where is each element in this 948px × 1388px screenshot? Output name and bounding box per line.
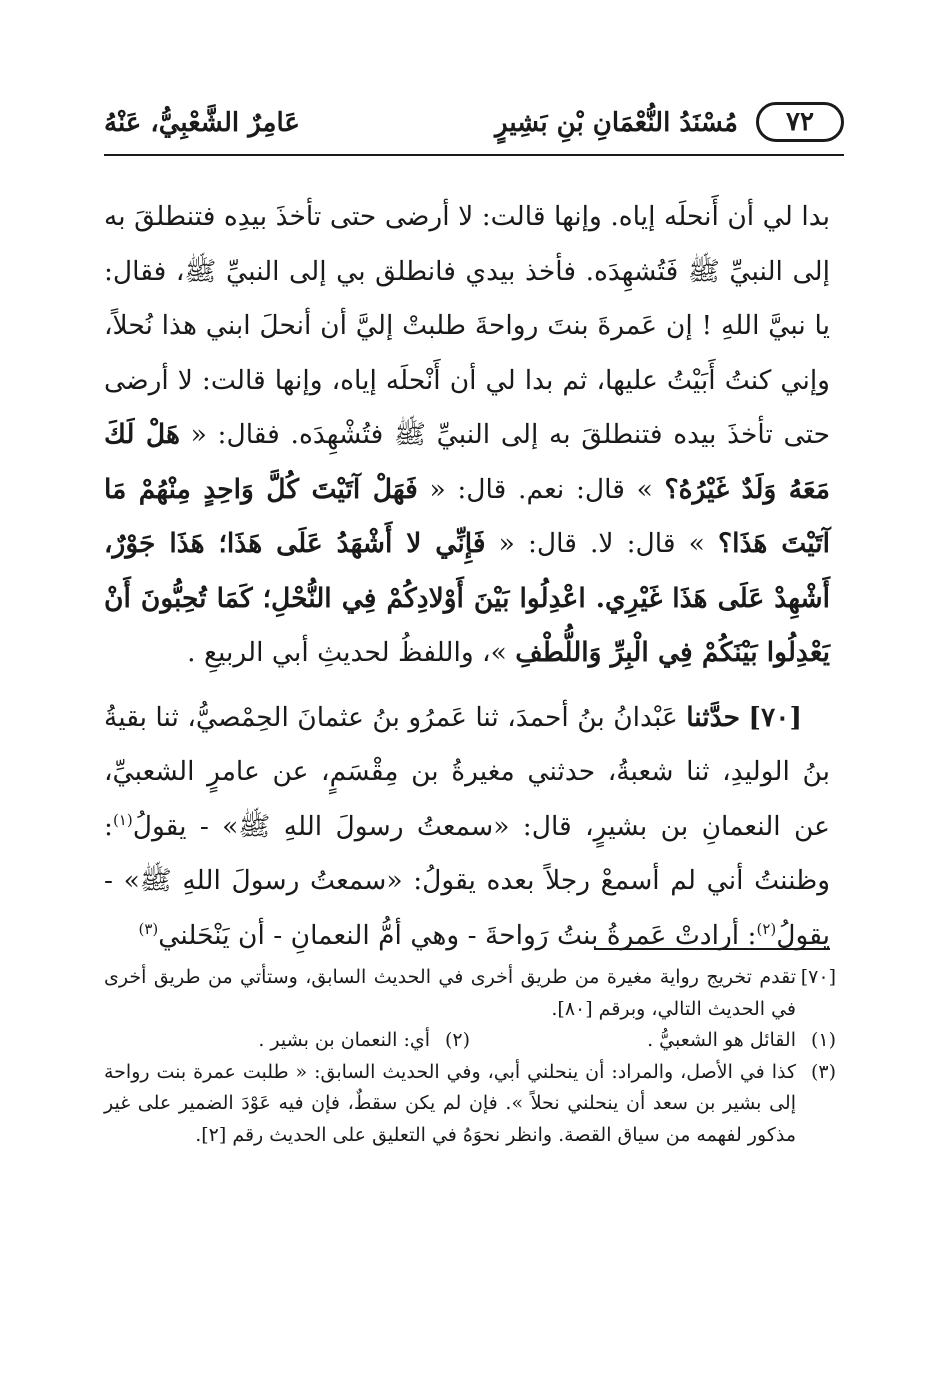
footnote-marker-2[interactable]: (٢): [756, 919, 777, 938]
isnad-text-2: : وظننتُ أني لم أسمعْ رجلاً بعده يقولُ: «سمعتُ رسولَ اللهِ ﷺ» - يقولُ: [104, 810, 830, 951]
footnote-70: [104, 962, 836, 1025]
footnote-marker-1[interactable]: (١): [112, 810, 133, 829]
footnote-label: (٣): [810, 1060, 836, 1083]
paragraph-1-line: يا نبيَّ اللهِ ! إن عَمرةَ بنتَ رواحةَ طلبتْ إليَّ أن أنحلَ ابني هذا نُحلاً،: [104, 310, 830, 341]
running-header: [104, 98, 844, 162]
paragraph-1-line: بدا لي أن أَنحلَه إياه. وإنها قالت: لا أرضى حتى تأخذَ بيدِه فتنطلقَ: [134, 201, 830, 232]
paragraph-1-line: أرضى حتى تأخذَ بيده فتنطلقَ به إلى النبيِّ ﷺ فتُشْهِدَه. فقال: «: [104, 364, 830, 450]
section-title: مُسْنَدُ النُّعْمَانِ بْنِ بَشِيرٍ: [494, 108, 738, 138]
reply-2: » قال: لا. قال: «: [498, 528, 705, 559]
footnote-label: (٢): [444, 1029, 470, 1051]
footnote-label: (١): [810, 1029, 836, 1051]
footnote-3: [104, 1057, 836, 1152]
footnote-label: [٧٠]: [800, 966, 836, 988]
footnote-text: تقدم تخريج رواية مغيرة من طريق أخرى في الحديث السابق، وستأتي من طريق أخرى في الحديث التالي، وبرقم [٨٠].: [104, 966, 796, 1020]
header-divider: [104, 154, 844, 156]
page-number: ٧٢: [786, 107, 814, 137]
footnote-text: أي: النعمان بن بشير .: [258, 1029, 430, 1051]
prophet-quote-2: فَهَلْ آتَيْتَ كُلَّ وَاحِدٍ مِنْهُمْ مَا آتَيْتَ هَذَا؟: [104, 473, 830, 559]
footnote-divider: [594, 948, 830, 950]
prophet-quote-3: فَإِنِّي لا أَشْهَدُ عَلَى هَذَا؛ هَذَا جَوْرٌ، أَشْهِدْ عَلَى هَذَا غَيْرِي. اعْدِلُوا بَيْنَ أَوْلادِكُمْ فِي النُّحْلِ؛ كَمَا تُحِبُّونَ أَنْ يَعْدِلُوا بَيْنَكُمْ فِي الْبِرِّ وَاللُّطْفِ: [104, 528, 830, 668]
page-number-badge: [756, 102, 844, 142]
footnote-1: [470, 1025, 836, 1057]
main-text: [104, 190, 830, 963]
paragraph-1-line: وإني كنتُ أَبَيْتُ عليها، ثم بدا لي أن أَنْحلَه إياه، وإنها قالت: لا: [177, 364, 830, 396]
prophet-quote-1: هَلْ لَكَ مَعَهُ وَلَدٌ غَيْرُهُ؟: [104, 419, 830, 505]
footnote-marker-3[interactable]: (٣): [138, 919, 159, 938]
closing-text: »، واللفظُ لحديثِ أبي الربيعِ .: [187, 637, 507, 668]
narrator-title: عَامِرٌ الشَّعْبِيُّ، عَنْهُ: [104, 108, 300, 138]
paragraph-1-line: به إلى النبيِّ ﷺ فَتُشهِدَه. فأخذ بيدي فانطلق بي إلى النبيِّ ﷺ، فقال:: [104, 201, 830, 287]
paragraph-2: [104, 691, 830, 964]
footnotes: [104, 962, 836, 1151]
footnote-text: كذا في الأصل، والمراد: أن ينحلني أبي، وفي الحديث السابق: « طلبت عمرة بنت رواحة إلى بشير بن سعد أن ينحلني نحلاً ». فإن لم يكن سقطٌ، فإن فيه عَوْدَ الضمير على غير مذكور لفهمه من سياق القصة. وانظر نحوَهُ في التعليق على الحديث رقم [٢].: [104, 1060, 796, 1146]
isnad-text: عَبْدانُ بنُ أحمدَ، ثنا عَمرُو بنُ عثمانَ الحِمْصيُّ، ثنا بقيةُ بنُ الوليدِ، ثنا شعبةُ، حدثني مغيرةُ بن مِقْسَمٍ، عن عامرٍ الشعبيِّ، عن النعمانِ بن بشيرٍ، قال: «سمعتُ رسولَ اللهِ ﷺ» - يقولُ: [104, 701, 830, 842]
reply-1: » قال: نعم. قال: «: [429, 473, 653, 505]
matn-text: : أرادتْ عَمرةُ بنتُ رَواحةَ - وهي أمُّ النعمانِ - أن يَنْحَلني: [158, 919, 757, 951]
footnote-2: [104, 1025, 470, 1057]
footnote-text: القائل هو الشعبيُّ .: [647, 1029, 796, 1051]
hadith-number: [٧٠]: [748, 701, 802, 733]
footnotes-1-2: [104, 1025, 836, 1057]
haddathana-keyword: حدَّثنا: [686, 701, 740, 733]
paragraph-1: [104, 190, 830, 681]
